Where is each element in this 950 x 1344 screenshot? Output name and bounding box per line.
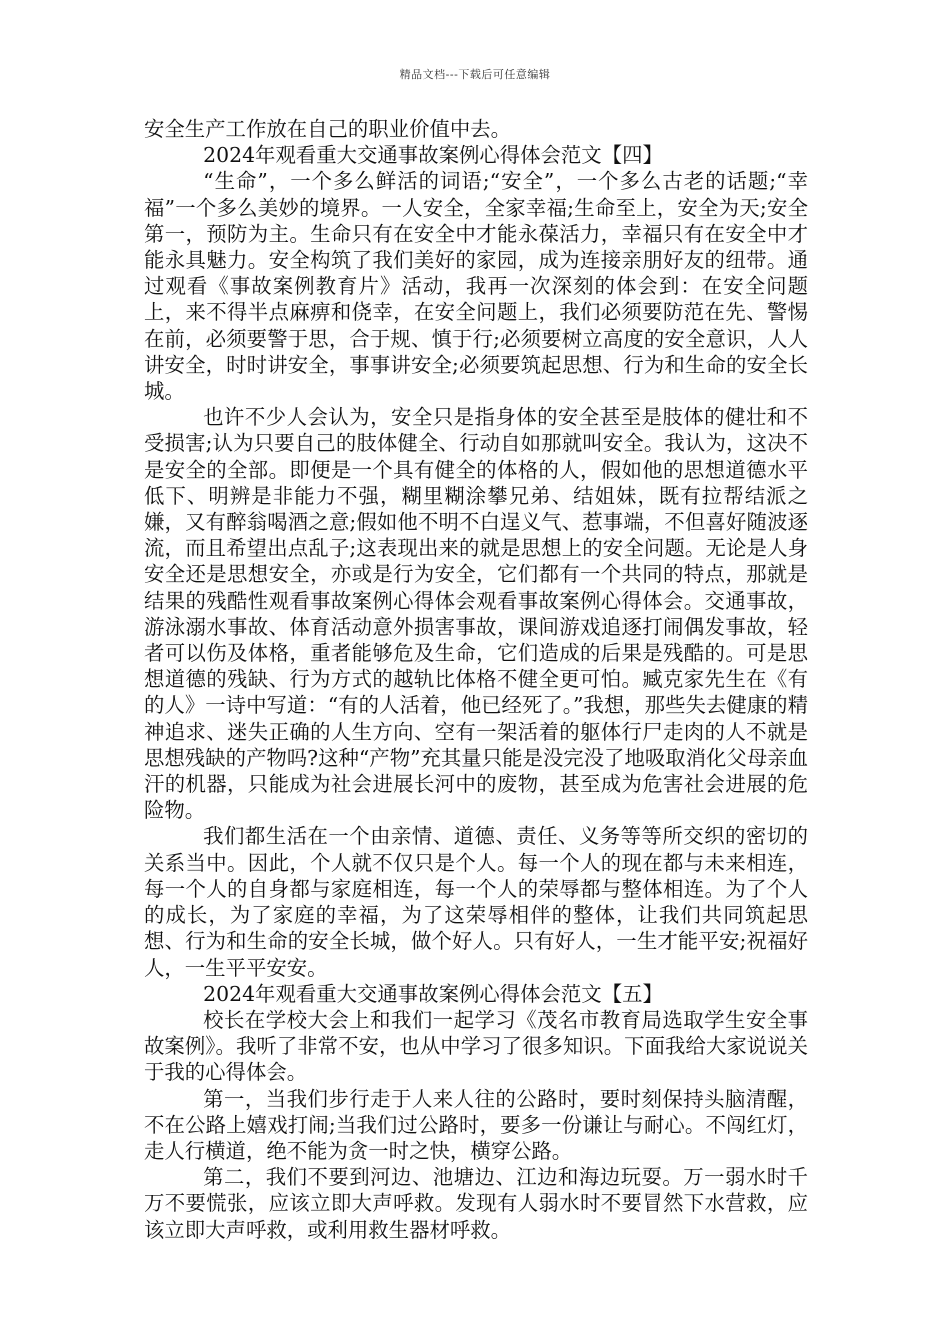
paragraph-school-meeting: 校长在学校大会上和我们一起学习《茂名市教育局选取学生安全事故案例》。我听了非常不安，也从中学习了很多知识。下面我给大家说说关于我的心得体会。 [144, 1007, 808, 1085]
paragraph-second-water: 第二，我们不要到河边、池塘边、江边和海边玩耍。万一弱水时千万不要慌张，应该立即大声呼救。发现有人弱水时不要冒然下水营救，应该立即大声呼救，或利用救生器材呼救。 [144, 1165, 808, 1242]
section-heading-four: 2024年观看重大交通事故案例心得体会范文【四】 [203, 143, 663, 168]
paragraph-first-road: 第一，当我们步行走于人来人往的公路时，要时刻保持头脑清醒，不在公路上嬉戏打闹;当我们过公路时，要多一份谦让与耐心。不闯红灯，走人行横道，绝不能为贪一时之快，横穿公路。 [144, 1086, 808, 1163]
page-header: 精品文档---下载后可任意编辑 [399, 68, 551, 81]
document-body [144, 116, 808, 1243]
paragraph-life-safety: “生命”，一个多么鲜活的词语;“安全”，一个多么古老的话题;“幸福”一个多么美妙的境界。一人安全，全家幸福;生命至上，安全为天;安全第一，预防为主。生命只有在安全中才能永葆活力，幸福只有在安全中才能永具魅力。安全构筑了我们美好的家园，成为连接亲朋好友的纽带。通过观看《事故案例教育片》活动，我再一次深刻的体会到：在安全问题上，来不得半点麻痹和侥幸，在安全问题上，我们必须要防范在先、警惕在前，必须要警于思，合于规、慎于行;必须要树立高度的安全意识，人人讲安全，时时讲安全，事事讲安全;必须要筑起思想、行为和生命的安全长城。 [144, 169, 808, 404]
paragraph-relationships: 我们都生活在一个由亲情、道德、责任、义务等等所交织的密切的关系当中。因此，个人就不仅只是个人。每一个人的现在都与未来相连，每一个人的自身都与家庭相连，每一个人的荣辱都与整体相连。为了个人的成长，为了家庭的幸福，为了这荣辱相伴的整体，让我们共同筑起思想、行为和生命的安全长城，做个好人。只有好人，一生才能平安;祝福好人，一生平平安安。 [144, 824, 808, 980]
section-heading-five: 2024年观看重大交通事故案例心得体会范文【五】 [203, 981, 663, 1006]
paragraph-thought-safety: 也许不少人会认为，安全只是指身体的安全甚至是肢体的健壮和不受损害;认为只要自己的肢体健全、行动自如那就叫安全。我认为，这决不是安全的全部。即便是一个具有健全的体格的人，假如他的思想道德水平低下、明辨是非能力不强，糊里糊涂攀兄弟、结姐妹，既有拉帮结派之嫌，又有醉翁喝酒之意;假如他不明不白逞义气、惹事端，不但喜好随波逐流，而且希望出点乱子;这表现出来的就是思想上的安全问题。无论是人身安全还是思想安全，亦或是行为安全，它们都有一个共同的特点，那就是结果的残酷性观看事故案例心得体会观看事故案例心得体会。交通事故，游泳溺水事故、体育活动意外损害事故，课间游戏追逐打闹偶发事故，轻者可以伤及体格，重者能够危及生命，它们造成的后果是残酷的。可是思想道德的残缺、行为方式的越轨比体格不健全更可怕。臧克家先生在《有的人》一诗中写道：“有的人活着，他已经死了。”我想，那些失去健康的精神追求、迷失正确的人生方向、空有一架活着的躯体行尸走肉的人不就是思想残缺的产物吗?这种“产物”充其量只能是没完没了地吸取消化父母亲血汗的机器，只能成为社会进展长河中的废物，甚至成为危害社会进展的危险物。 [144, 405, 808, 823]
paragraph-continuation: 安全生产工作放在自己的职业价值中去。 [144, 117, 512, 141]
